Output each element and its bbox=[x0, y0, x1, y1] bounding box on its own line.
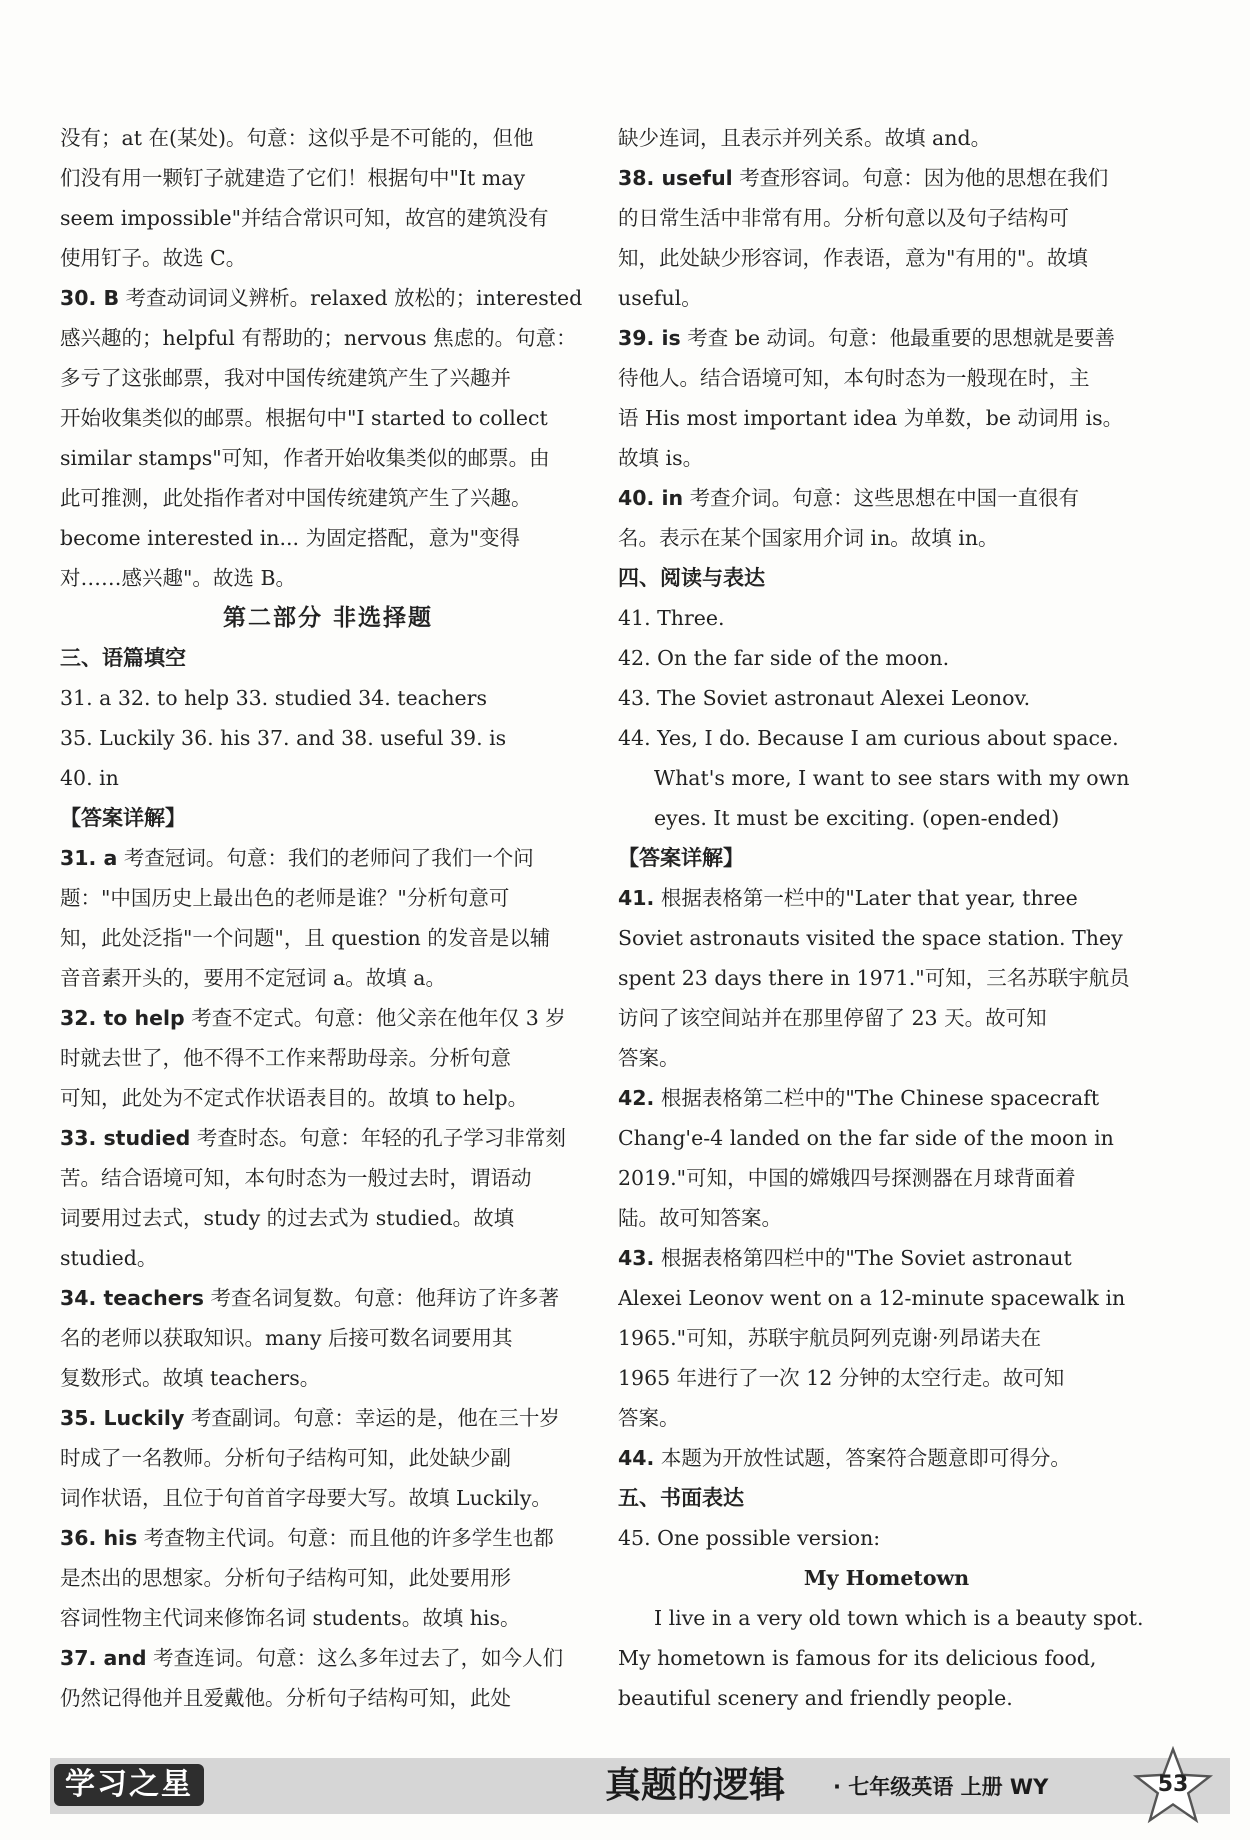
line-text: 复数形式。故填 teachers。 bbox=[60, 1366, 321, 1390]
text-line bbox=[618, 398, 1155, 438]
line-text: I live in a very old town which is a beauty spot. bbox=[654, 1606, 1144, 1630]
text-line bbox=[618, 1318, 1155, 1358]
line-text: 2019."可知，中国的嫦娥四号探测器在月球背面着 bbox=[618, 1166, 1076, 1190]
question-number: 33. studied bbox=[60, 1126, 191, 1150]
line-text: eyes. It must be exciting. (open-ended) bbox=[654, 806, 1060, 830]
line-text: 待他人。结合语境可知，本句时态为一般现在时，主 bbox=[618, 366, 1090, 390]
section-heading bbox=[618, 1478, 1155, 1518]
line-text: 【答案详解】 bbox=[618, 846, 744, 870]
line-text: 名。表示在某个国家用介词 in。故填 in。 bbox=[618, 526, 999, 550]
text-line bbox=[60, 318, 596, 358]
text-line bbox=[618, 318, 1155, 358]
right-column bbox=[618, 118, 1155, 1718]
question-number: 42. bbox=[618, 1086, 655, 1110]
line-text: 答案。 bbox=[618, 1406, 680, 1430]
text-line bbox=[618, 1598, 1155, 1638]
text-line bbox=[60, 1158, 596, 1198]
line-text: 感兴趣的；helpful 有帮助的；nervous 焦虑的。句意： bbox=[60, 326, 577, 350]
line-text: 43. The Soviet astronaut Alexei Leonov. bbox=[618, 686, 1031, 710]
line-text: 四、阅读与表达 bbox=[618, 566, 765, 590]
line-text: 词要用过去式，study 的过去式为 studied。故填 bbox=[60, 1206, 515, 1230]
page-footer bbox=[50, 1758, 1230, 1814]
line-text: 缺少连词，且表示并列关系。故填 and。 bbox=[618, 126, 992, 150]
text-line bbox=[60, 1278, 596, 1318]
text-line bbox=[60, 1078, 596, 1118]
line-text: 考查名词复数。句意：他拜访了许多著 bbox=[203, 1286, 559, 1310]
question-number: 40. in bbox=[618, 486, 684, 510]
left-column bbox=[60, 118, 596, 1718]
line-text: seem impossible"并结合常识可知，故宫的建筑没有 bbox=[60, 206, 549, 230]
text-line bbox=[618, 238, 1155, 278]
text-line bbox=[618, 1678, 1155, 1718]
text-line bbox=[618, 478, 1155, 518]
text-line bbox=[618, 718, 1155, 758]
text-line bbox=[60, 1438, 596, 1478]
line-text: 音音素开头的，要用不定冠词 a。故填 a。 bbox=[60, 966, 446, 990]
text-line bbox=[60, 1238, 596, 1278]
text-line bbox=[618, 1118, 1155, 1158]
line-text: studied。 bbox=[60, 1246, 158, 1270]
line-text: 考查介词。句意：这些思想在中国一直很有 bbox=[683, 486, 1080, 510]
text-line bbox=[618, 1038, 1155, 1078]
line-text: 故填 is。 bbox=[618, 446, 704, 470]
question-number: 39. is bbox=[618, 326, 681, 350]
text-line bbox=[618, 118, 1155, 158]
text-line bbox=[60, 278, 596, 318]
question-number: 37. and bbox=[60, 1646, 147, 1670]
line-text: 对……感兴趣"。故选 B。 bbox=[60, 566, 297, 590]
text-line bbox=[618, 158, 1155, 198]
line-text: 考查副词。句意：幸运的是，他在三十岁 bbox=[184, 1406, 560, 1430]
text-line bbox=[60, 1558, 596, 1598]
line-text: Alexei Leonov went on a 12-minute spacewalk in bbox=[618, 1286, 1126, 1310]
line-text: spent 23 days there in 1971."可知，三名苏联宇航员 bbox=[618, 966, 1130, 990]
question-number: 34. teachers bbox=[60, 1286, 204, 1310]
line-text: 考查物主代词。句意：而且他的许多学生也都 bbox=[137, 1526, 554, 1550]
question-number: 36. his bbox=[60, 1526, 138, 1550]
text-line bbox=[618, 1158, 1155, 1198]
line-text: 的日常生活中非常有用。分析句意以及句子结构可 bbox=[618, 206, 1069, 230]
line-text: 35. Luckily 36. his 37. and 38. useful 39. is bbox=[60, 726, 507, 750]
question-number: 30. B bbox=[60, 286, 120, 310]
question-number: 31. a bbox=[60, 846, 118, 870]
text-line bbox=[60, 1198, 596, 1238]
text-line bbox=[60, 558, 596, 598]
text-line bbox=[618, 998, 1155, 1038]
line-text: 考查时态。句意：年轻的孔子学习非常刻 bbox=[190, 1126, 566, 1150]
section-heading bbox=[60, 638, 596, 678]
line-text: 考查形容词。句意：因为他的思想在我们 bbox=[732, 166, 1109, 190]
line-text: 语 His most important idea 为单数，be 动词用 is。 bbox=[618, 406, 1124, 430]
question-number: 41. bbox=[618, 886, 655, 910]
text-line bbox=[60, 518, 596, 558]
text-line bbox=[60, 238, 596, 278]
text-line bbox=[618, 1558, 1155, 1598]
question-number: 32. to help bbox=[60, 1006, 185, 1030]
text-line bbox=[618, 758, 1155, 798]
text-line bbox=[618, 878, 1155, 918]
text-line bbox=[60, 878, 596, 918]
section-heading bbox=[618, 838, 1155, 878]
line-text: 41. Three. bbox=[618, 606, 725, 630]
line-text: 时成了一名教师。分析句子结构可知，此处缺少副 bbox=[60, 1446, 511, 1470]
text-line bbox=[618, 798, 1155, 838]
line-text: 44. Yes, I do. Because I am curious about space. bbox=[618, 726, 1119, 750]
text-line bbox=[60, 1038, 596, 1078]
text-line bbox=[60, 438, 596, 478]
line-text: What's more, I want to see stars with my own bbox=[654, 766, 1130, 790]
line-text: 第二部分 非选择题 bbox=[222, 605, 433, 631]
line-text: 五、书面表达 bbox=[618, 1486, 744, 1510]
section-heading bbox=[60, 598, 596, 638]
text-line bbox=[60, 158, 596, 198]
text-line bbox=[60, 1638, 596, 1678]
text-line bbox=[618, 278, 1155, 318]
text-line bbox=[618, 1518, 1155, 1558]
line-text: My Hometown bbox=[803, 1566, 970, 1590]
line-text: 根据表格第二栏中的"The Chinese spacecraft bbox=[654, 1086, 1100, 1110]
question-number: 38. useful bbox=[618, 166, 733, 190]
line-text: 陆。故可知答案。 bbox=[618, 1206, 782, 1230]
text-line bbox=[618, 358, 1155, 398]
line-text: 知，此处泛指"一个问题"，且 question 的发音是以辅 bbox=[60, 926, 551, 950]
line-text: useful。 bbox=[618, 286, 702, 310]
question-number: 35. Luckily bbox=[60, 1406, 185, 1430]
text-line bbox=[60, 958, 596, 998]
text-line bbox=[618, 1358, 1155, 1398]
line-text: 是杰出的思想家。分析句子结构可知，此处要用形 bbox=[60, 1566, 511, 1590]
line-text: 45. One possible version: bbox=[618, 1526, 881, 1550]
text-line bbox=[60, 118, 596, 158]
line-text: 开始收集类似的邮票。根据句中"I started to collect bbox=[60, 406, 548, 430]
line-text: 31. a 32. to help 33. studied 34. teachers bbox=[60, 686, 487, 710]
text-line bbox=[60, 1398, 596, 1438]
text-line bbox=[60, 1678, 596, 1718]
line-text: beautiful scenery and friendly people. bbox=[618, 1686, 1013, 1710]
line-text: 们没有用一颗钉子就建造了它们！根据句中"It may bbox=[60, 166, 526, 190]
question-number: 43. bbox=[618, 1246, 655, 1270]
line-text: Soviet astronauts visited the space station. They bbox=[618, 926, 1123, 950]
line-text: similar stamps"可知，作者开始收集类似的邮票。由 bbox=[60, 446, 550, 470]
line-text: 1965 年进行了一次 12 分钟的太空行走。故可知 bbox=[618, 1366, 1065, 1390]
line-text: 名的老师以获取知识。many 后接可数名词要用其 bbox=[60, 1326, 513, 1350]
line-text: 三、语篇填空 bbox=[60, 646, 186, 670]
line-text: 根据表格第四栏中的"The Soviet astronaut bbox=[654, 1246, 1072, 1270]
line-text: 苦。结合语境可知，本句时态为一般过去时，谓语动 bbox=[60, 1166, 532, 1190]
text-line bbox=[618, 1198, 1155, 1238]
text-line bbox=[618, 1078, 1155, 1118]
text-line bbox=[618, 918, 1155, 958]
text-line bbox=[618, 1638, 1155, 1678]
book-title: 真题的逻辑 bbox=[605, 1765, 786, 1806]
book-subtitle: · 七年级英语 上册 WY bbox=[833, 1775, 1049, 1799]
text-line bbox=[60, 1118, 596, 1158]
line-text: 题："中国历史上最出色的老师是谁？"分析句意可 bbox=[60, 886, 510, 910]
question-number: 44. bbox=[618, 1446, 655, 1470]
section-heading bbox=[60, 798, 596, 838]
line-text: 知，此处缺少形容词，作表语，意为"有用的"。故填 bbox=[618, 246, 1088, 270]
text-line bbox=[60, 398, 596, 438]
line-text: 仍然记得他并且爱戴他。分析句子结构可知，此处 bbox=[60, 1686, 511, 1710]
page-number: 53 bbox=[1157, 1772, 1189, 1797]
line-text: become interested in... 为固定搭配，意为"变得 bbox=[60, 526, 521, 550]
text-line bbox=[60, 358, 596, 398]
line-text: 考查连词。句意：这么多年过去了，如今人们 bbox=[146, 1646, 564, 1670]
line-text: 1965."可知，苏联宇航员阿列克谢·列昂诺夫在 bbox=[618, 1326, 1042, 1350]
text-line bbox=[60, 1478, 596, 1518]
text-line bbox=[618, 958, 1155, 998]
text-line bbox=[618, 1238, 1155, 1278]
line-text: 词作状语，且位于句首首字母要大写。故填 Luckily。 bbox=[60, 1486, 552, 1510]
text-line bbox=[60, 198, 596, 238]
line-text: 时就去世了，他不得不工作来帮助母亲。分析句意 bbox=[60, 1046, 511, 1070]
line-text: 考查 be 动词。句意：他最重要的思想就是要善 bbox=[680, 326, 1115, 350]
text-line bbox=[60, 918, 596, 958]
line-text: 没有；at 在(某处)。句意：这似乎是不可能的，但他 bbox=[60, 126, 534, 150]
text-line bbox=[60, 1318, 596, 1358]
text-line bbox=[60, 838, 596, 878]
line-text: 考查不定式。句意：他父亲在他年仅 3 岁 bbox=[184, 1006, 566, 1030]
line-text: 根据表格第一栏中的"Later that year, three bbox=[654, 886, 1078, 910]
line-text: Chang'e-4 landed on the far side of the moon in bbox=[618, 1126, 1114, 1150]
line-text: 使用钉子。故选 C。 bbox=[60, 246, 247, 270]
text-line bbox=[60, 1358, 596, 1398]
line-text: 多亏了这张邮票，我对中国传统建筑产生了兴趣并 bbox=[60, 366, 511, 390]
line-text: 本题为开放性试题，答案符合题意即可得分。 bbox=[654, 1446, 1071, 1470]
line-text: 考查冠词。句意：我们的老师问了我们一个问 bbox=[117, 846, 534, 870]
text-line bbox=[618, 1398, 1155, 1438]
text-line bbox=[618, 438, 1155, 478]
line-text: 容词性物主代词来修饰名词 students。故填 his。 bbox=[60, 1606, 521, 1630]
section-heading bbox=[618, 558, 1155, 598]
text-line bbox=[618, 518, 1155, 558]
text-line bbox=[60, 1518, 596, 1558]
text-line bbox=[618, 1438, 1155, 1478]
text-line bbox=[618, 678, 1155, 718]
text-line bbox=[618, 198, 1155, 238]
text-line bbox=[618, 1278, 1155, 1318]
text-line bbox=[60, 1598, 596, 1638]
line-text: My hometown is famous for its delicious food, bbox=[618, 1646, 1097, 1670]
text-line bbox=[618, 638, 1155, 678]
text-line bbox=[60, 678, 596, 718]
brand-logo: 学习之星 bbox=[54, 1764, 204, 1806]
text-line bbox=[618, 598, 1155, 638]
text-line bbox=[60, 478, 596, 518]
line-text: 42. On the far side of the moon. bbox=[618, 646, 950, 670]
text-line bbox=[60, 998, 596, 1038]
line-text: 访问了该空间站并在那里停留了 23 天。故可知 bbox=[618, 1006, 1047, 1030]
line-text: 【答案详解】 bbox=[60, 806, 186, 830]
line-text: 考查动词词义辨析。relaxed 放松的；interested bbox=[119, 286, 583, 310]
line-text: 40. in bbox=[60, 766, 119, 790]
text-line bbox=[60, 718, 596, 758]
line-text: 此可推测，此处指作者对中国传统建筑产生了兴趣。 bbox=[60, 486, 532, 510]
line-text: 可知，此处为不定式作状语表目的。故填 to help。 bbox=[60, 1086, 529, 1110]
text-line bbox=[60, 758, 596, 798]
line-text: 答案。 bbox=[618, 1046, 680, 1070]
